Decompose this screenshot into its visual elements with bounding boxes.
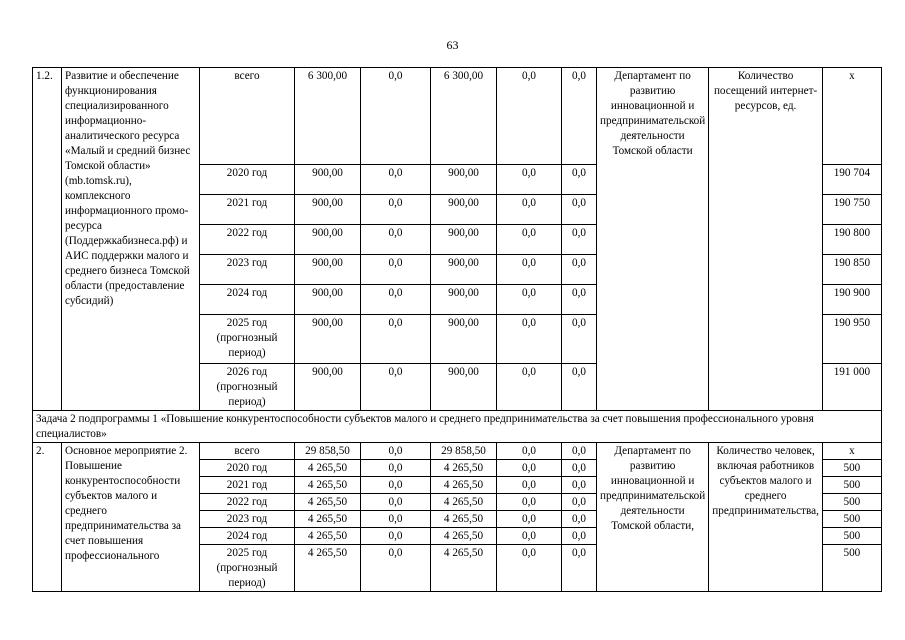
total-cell: 4 265,50 <box>295 511 361 528</box>
regional-budget-cell: 900,00 <box>431 255 497 285</box>
federal-budget-cell: 0,0 <box>361 460 431 477</box>
regional-budget-cell: 900,00 <box>431 285 497 315</box>
indicator-value-cell: 190 950 <box>822 315 881 364</box>
local-budget-cell: 0,0 <box>497 364 562 411</box>
extrabudget-cell: 0,0 <box>562 225 597 255</box>
regional-budget-cell: 900,00 <box>431 225 497 255</box>
measure-name: Развитие и обеспечение функционирования специализированного информационно-аналитического ресурса «Малый и средний бизнес Томской области» (mb.tomsk.ru), комплексного информационного промо-ресурса (Поддержкабизнеса.рф) и АИС поддержки малого и среднего бизнеса Томской области (предоставление субсидий) <box>62 68 200 411</box>
regional-budget-cell: 4 265,50 <box>431 511 497 528</box>
total-cell: 4 265,50 <box>295 528 361 545</box>
period-cell: 2024 год <box>200 285 295 315</box>
period-cell: 2024 год <box>200 528 295 545</box>
local-budget-cell: 0,0 <box>497 315 562 364</box>
federal-budget-cell: 0,0 <box>361 165 431 195</box>
period-cell: 2022 год <box>200 225 295 255</box>
period-cell: 2020 год <box>200 460 295 477</box>
regional-budget-cell: 900,00 <box>431 165 497 195</box>
indicator-value-cell: 500 <box>822 511 881 528</box>
task-heading: Задача 2 подпрограммы 1 «Повышение конкурентоспособности субъектов малого и среднего предпринимательства за счет повышения профессионального уровня специалистов» <box>33 411 882 443</box>
total-cell: 29 858,50 <box>295 443 361 460</box>
item-number: 1.2. <box>33 68 62 411</box>
period-cell: 2025 год (прогнозный период) <box>200 315 295 364</box>
local-budget-cell: 0,0 <box>497 443 562 460</box>
indicator-value-cell: 191 000 <box>822 364 881 411</box>
task-row <box>33 411 882 443</box>
local-budget-cell: 0,0 <box>497 68 562 165</box>
period-cell: 2022 год <box>200 494 295 511</box>
total-cell: 6 300,00 <box>295 68 361 165</box>
federal-budget-cell: 0,0 <box>361 225 431 255</box>
total-cell: 900,00 <box>295 225 361 255</box>
total-cell: 4 265,50 <box>295 460 361 477</box>
regional-budget-cell: 6 300,00 <box>431 68 497 165</box>
total-cell: 900,00 <box>295 285 361 315</box>
total-cell: 900,00 <box>295 255 361 285</box>
regional-budget-cell: 900,00 <box>431 195 497 225</box>
extrabudget-cell: 0,0 <box>562 315 597 364</box>
table-row <box>33 68 882 165</box>
federal-budget-cell: 0,0 <box>361 315 431 364</box>
extrabudget-cell: 0,0 <box>562 68 597 165</box>
indicator-value-cell: 500 <box>822 494 881 511</box>
local-budget-cell: 0,0 <box>497 225 562 255</box>
measure-name: Основное мероприятие 2. Повышение конкурентоспособности субъектов малого и среднего предпринимательства за счет повышения профессионального <box>62 443 200 592</box>
period-cell: 2023 год <box>200 511 295 528</box>
federal-budget-cell: 0,0 <box>361 195 431 225</box>
indicator-value-cell: 500 <box>822 477 881 494</box>
indicator-value-cell: 190 750 <box>822 195 881 225</box>
regional-budget-cell: 4 265,50 <box>431 477 497 494</box>
period-cell: всего <box>200 443 295 460</box>
extrabudget-cell: 0,0 <box>562 477 597 494</box>
regional-budget-cell: 4 265,50 <box>431 494 497 511</box>
executor-cell: Департамент по развитию инновационной и предпринимательской деятельности Томской области, <box>597 443 709 592</box>
indicator-value-cell: 500 <box>822 460 881 477</box>
federal-budget-cell: 0,0 <box>361 255 431 285</box>
federal-budget-cell: 0,0 <box>361 364 431 411</box>
federal-budget-cell: 0,0 <box>361 443 431 460</box>
indicator-value-cell: 190 800 <box>822 225 881 255</box>
local-budget-cell: 0,0 <box>497 511 562 528</box>
period-cell: 2021 год <box>200 195 295 225</box>
extrabudget-cell: 0,0 <box>562 494 597 511</box>
total-cell: 4 265,50 <box>295 494 361 511</box>
total-cell: 4 265,50 <box>295 477 361 494</box>
extrabudget-cell: 0,0 <box>562 364 597 411</box>
indicator-name-cell: Количество человек, включая работников субъектов малого и среднего предпринимательства, <box>709 443 823 592</box>
total-cell: 900,00 <box>295 195 361 225</box>
federal-budget-cell: 0,0 <box>361 494 431 511</box>
executor-cell: Департамент по развитию инновационной и предпринимательской деятельности Томской области <box>597 68 709 411</box>
total-cell: 900,00 <box>295 364 361 411</box>
local-budget-cell: 0,0 <box>497 255 562 285</box>
federal-budget-cell: 0,0 <box>361 511 431 528</box>
regional-budget-cell: 4 265,50 <box>431 460 497 477</box>
indicator-value-cell: x <box>822 443 881 460</box>
local-budget-cell: 0,0 <box>497 545 562 592</box>
local-budget-cell: 0,0 <box>497 285 562 315</box>
regional-budget-cell: 900,00 <box>431 364 497 411</box>
extrabudget-cell: 0,0 <box>562 545 597 592</box>
program-table <box>32 67 882 592</box>
total-cell: 900,00 <box>295 315 361 364</box>
extrabudget-cell: 0,0 <box>562 165 597 195</box>
extrabudget-cell: 0,0 <box>562 443 597 460</box>
total-cell: 900,00 <box>295 165 361 195</box>
period-cell: всего <box>200 68 295 165</box>
period-cell: 2026 год (прогнозный период) <box>200 364 295 411</box>
local-budget-cell: 0,0 <box>497 477 562 494</box>
period-cell: 2023 год <box>200 255 295 285</box>
period-cell: 2021 год <box>200 477 295 494</box>
extrabudget-cell: 0,0 <box>562 511 597 528</box>
regional-budget-cell: 4 265,50 <box>431 528 497 545</box>
local-budget-cell: 0,0 <box>497 494 562 511</box>
period-cell: 2025 год (прогнозный период) <box>200 545 295 592</box>
extrabudget-cell: 0,0 <box>562 528 597 545</box>
regional-budget-cell: 4 265,50 <box>431 545 497 592</box>
federal-budget-cell: 0,0 <box>361 528 431 545</box>
extrabudget-cell: 0,0 <box>562 285 597 315</box>
extrabudget-cell: 0,0 <box>562 460 597 477</box>
regional-budget-cell: 29 858,50 <box>431 443 497 460</box>
federal-budget-cell: 0,0 <box>361 285 431 315</box>
period-cell: 2020 год <box>200 165 295 195</box>
local-budget-cell: 0,0 <box>497 528 562 545</box>
indicator-value-cell: 190 850 <box>822 255 881 285</box>
indicator-value-cell: x <box>822 68 881 165</box>
regional-budget-cell: 900,00 <box>431 315 497 364</box>
item-number: 2. <box>33 443 62 592</box>
page-number: 63 <box>446 38 459 52</box>
total-cell: 4 265,50 <box>295 545 361 592</box>
local-budget-cell: 0,0 <box>497 460 562 477</box>
indicator-value-cell: 190 704 <box>822 165 881 195</box>
federal-budget-cell: 0,0 <box>361 477 431 494</box>
local-budget-cell: 0,0 <box>497 195 562 225</box>
extrabudget-cell: 0,0 <box>562 255 597 285</box>
indicator-value-cell: 500 <box>822 545 881 592</box>
table-row <box>33 443 882 460</box>
indicator-value-cell: 500 <box>822 528 881 545</box>
indicator-value-cell: 190 900 <box>822 285 881 315</box>
federal-budget-cell: 0,0 <box>361 68 431 165</box>
extrabudget-cell: 0,0 <box>562 195 597 225</box>
indicator-name-cell: Количество посещений интернет-ресурсов, ед. <box>709 68 823 411</box>
federal-budget-cell: 0,0 <box>361 545 431 592</box>
local-budget-cell: 0,0 <box>497 165 562 195</box>
